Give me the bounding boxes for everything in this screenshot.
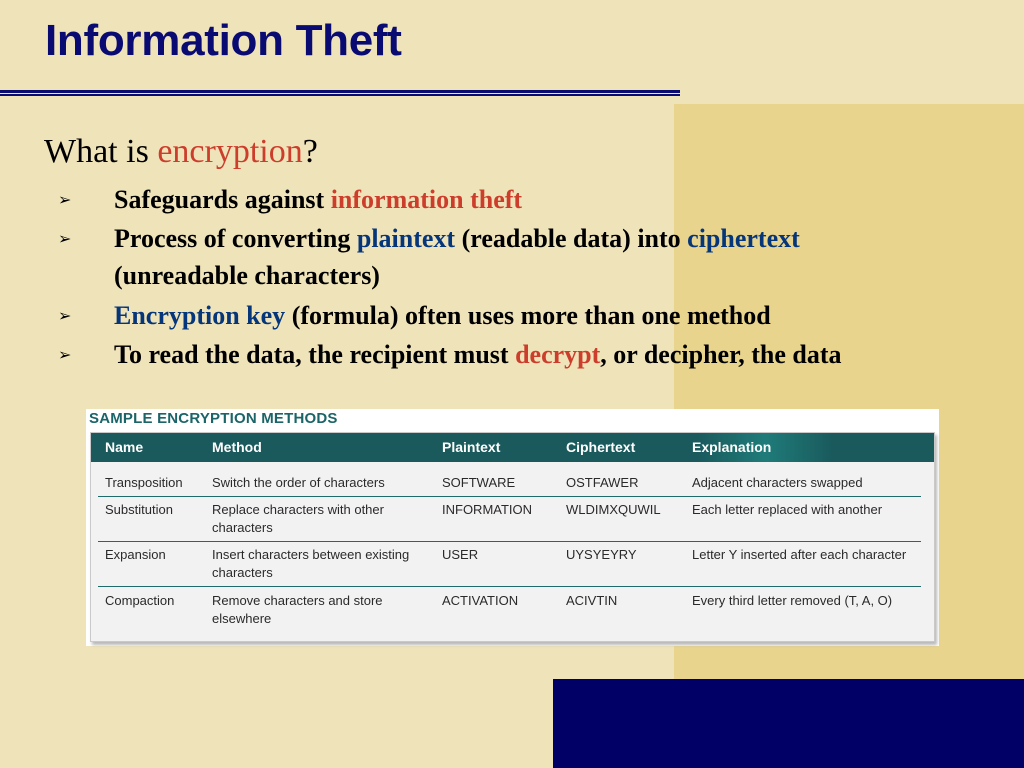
row-divider <box>98 496 921 497</box>
cell-explanation: Letter Y inserted after each character <box>692 547 907 562</box>
bullet-text-part: Safeguards against <box>114 185 331 214</box>
cell-method-continuation: elsewhere <box>212 611 272 626</box>
title-rule <box>0 90 680 96</box>
header-explanation: Explanation <box>692 439 772 455</box>
cell-method-continuation: characters <box>212 565 273 580</box>
cell-explanation: Every third letter removed (T, A, O) <box>692 593 893 608</box>
cell-plaintext: INFORMATION <box>442 502 533 517</box>
cell-ciphertext: OSTFAWER <box>566 475 639 490</box>
cell-method: Remove characters and store <box>212 593 383 608</box>
heading-highlight: encryption <box>157 133 303 170</box>
cell-ciphertext: UYSYEYRY <box>566 547 637 562</box>
cell-method: Insert characters between existing <box>212 547 410 562</box>
cell-ciphertext: ACIVTIN <box>566 593 618 608</box>
bullet-text <box>114 181 522 218</box>
bullet-text-part: , or decipher, the data <box>600 340 842 369</box>
cell-ciphertext: WLDIMXQUWIL <box>566 502 661 517</box>
cell-plaintext: ACTIVATION <box>442 593 519 608</box>
bullet-text-part: Process of converting <box>114 224 357 253</box>
arrow-bullet-icon: ➢ <box>58 190 72 209</box>
bullet-highlight: ciphertext <box>687 224 800 253</box>
cell-explanation: Adjacent characters swapped <box>692 475 863 490</box>
bullet-text-part: To read the data, the recipient must <box>114 340 516 369</box>
cell-name: Transposition <box>105 475 183 490</box>
bullet-text-part: (formula) often uses more than one method <box>285 301 771 330</box>
cell-name: Compaction <box>105 593 175 608</box>
slide-heading <box>44 133 318 171</box>
cell-plaintext: USER <box>442 547 479 562</box>
row-divider <box>98 586 921 587</box>
navy-corner-block <box>553 679 1024 768</box>
arrow-bullet-icon: ➢ <box>58 345 72 364</box>
header-ciphertext: Ciphertext <box>566 439 636 455</box>
heading-text: What is <box>44 133 158 170</box>
row-divider <box>98 541 921 542</box>
header-name: Name <box>105 439 144 455</box>
cell-method: Replace characters with other <box>212 502 384 517</box>
cell-method-continuation: characters <box>212 520 273 535</box>
table-header-row <box>91 433 934 462</box>
bullet-highlight: decrypt <box>515 340 601 369</box>
table-caption: SAMPLE ENCRYPTION METHODS <box>89 410 338 427</box>
cell-plaintext: SOFTWARE <box>442 475 516 490</box>
bullet-highlight: plaintext <box>356 224 456 253</box>
cell-name: Substitution <box>105 502 173 517</box>
header-plaintext: Plaintext <box>442 439 501 455</box>
bullet-text <box>114 336 842 373</box>
cell-method: Switch the order of characters <box>212 475 385 490</box>
heading-suffix: ? <box>302 133 318 170</box>
slide-title: Information Theft <box>45 16 402 65</box>
bullet-text <box>114 297 771 334</box>
bullet-highlight: information theft <box>330 185 523 214</box>
bullet-highlight: Encryption key <box>114 301 286 330</box>
cell-name: Expansion <box>105 547 166 562</box>
encryption-methods-table <box>90 432 935 642</box>
arrow-bullet-icon: ➢ <box>58 306 72 325</box>
cell-explanation: Each letter replaced with another <box>692 502 883 517</box>
bullet-text-part: (readable data) into <box>455 224 688 253</box>
bullet-text <box>114 220 800 257</box>
encryption-methods-figure <box>86 409 939 646</box>
header-method: Method <box>212 439 262 455</box>
arrow-bullet-icon: ➢ <box>58 229 72 248</box>
bullet-text-continuation: (unreadable characters) <box>114 261 380 290</box>
